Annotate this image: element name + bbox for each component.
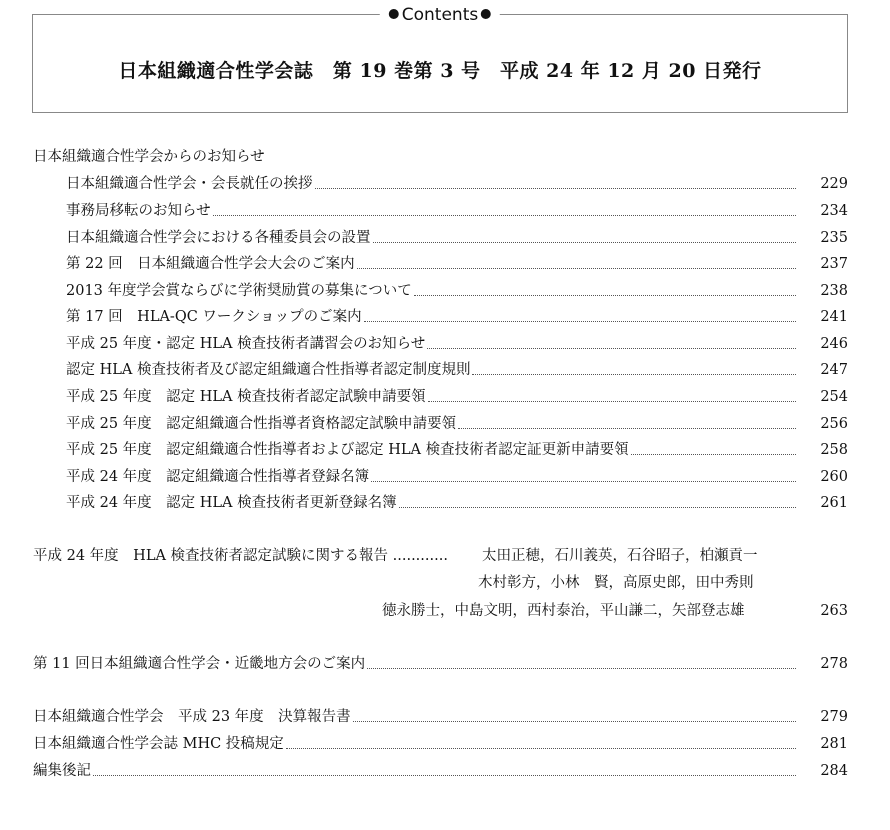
toc-entry-page: 258 xyxy=(820,442,848,458)
toc-entry-page: 247 xyxy=(820,362,848,378)
toc-entry-page: 279 xyxy=(820,709,848,725)
toc-leader xyxy=(353,721,796,722)
toc-entry-page: 241 xyxy=(820,309,848,325)
toc-entry[interactable] xyxy=(33,707,848,727)
bullet-icon xyxy=(389,9,399,19)
toc-leader xyxy=(315,188,797,189)
toc-leader xyxy=(631,454,796,455)
toc-leader xyxy=(373,242,797,243)
toc-entry[interactable] xyxy=(33,734,848,754)
toc-entry-page: 281 xyxy=(820,736,848,752)
toc-entry-title: 日本組織適合性学会における各種委員会の設置 xyxy=(66,230,371,246)
toc-entry-page: 254 xyxy=(820,389,848,405)
toc-leader xyxy=(286,748,796,749)
toc-leader xyxy=(213,215,796,216)
toc-entry-page: 238 xyxy=(820,283,848,299)
toc-entry[interactable] xyxy=(33,654,848,674)
toc-entry-title: 事務局移転のお知らせ xyxy=(66,203,211,219)
toc-leader xyxy=(367,668,796,669)
toc-leader xyxy=(357,268,796,269)
toc-entry-page: 246 xyxy=(820,336,848,352)
toc-entry-page: 234 xyxy=(820,203,848,219)
toc-leader xyxy=(364,321,796,322)
toc-entry[interactable] xyxy=(66,440,848,460)
toc-leader xyxy=(458,428,796,429)
toc-entry-title: 日本組織適合性学会・会長就任の挨拶 xyxy=(66,176,313,192)
report-authors-line3: 徳永勝士，中島文明，西村泰治，平山謙二，矢部登志雄 xyxy=(382,603,745,619)
toc-entry-title: 日本組織適合性学会誌 MHC 投稿規定 xyxy=(33,736,284,752)
header-box xyxy=(32,5,848,113)
report-authors-line2: 木村彰方，小林 賢，高原史郎，田中秀則 xyxy=(478,575,754,591)
toc-entry-title: 平成 24 年度 認定 HLA 検査技術者更新登録名簿 xyxy=(66,495,397,511)
toc-entry-title: 認定 HLA 検査技術者及び認定組織適合性指導者認定制度規則 xyxy=(66,362,471,378)
toc-entry-title: 平成 25 年度 認定組織適合性指導者資格認定試験申請要領 xyxy=(66,416,457,432)
toc-leader xyxy=(93,775,796,776)
toc-entry[interactable] xyxy=(66,201,848,221)
toc-entry[interactable] xyxy=(66,307,848,327)
toc-leader xyxy=(472,374,796,375)
toc-entry[interactable] xyxy=(66,281,848,301)
bullet-icon xyxy=(481,9,491,19)
toc-entry[interactable] xyxy=(66,467,848,487)
toc-entry[interactable] xyxy=(33,761,848,781)
contents-label xyxy=(380,5,500,25)
toc-leader xyxy=(371,481,796,482)
report-page: 263 xyxy=(820,603,848,619)
toc-entry-title: 編集後記 xyxy=(33,763,91,779)
toc-entry[interactable] xyxy=(66,174,848,194)
toc-leader xyxy=(399,507,796,508)
section-heading: 日本組織適合性学会からのお知らせ xyxy=(33,149,265,165)
toc-entry[interactable] xyxy=(66,254,848,274)
toc-entry-title: 平成 25 年度・認定 HLA 検査技術者講習会のお知らせ xyxy=(66,336,426,352)
journal-title: 日本組織適合性学会誌 第 19 巻第 3 号 平成 24 年 12 月 20 日発行 xyxy=(118,60,762,82)
toc-entry[interactable] xyxy=(66,493,848,513)
toc-entry-page: 260 xyxy=(820,469,848,485)
toc-entry-page: 278 xyxy=(820,656,848,672)
toc-leader xyxy=(427,348,796,349)
toc-entry-title: 日本組織適合性学会 平成 23 年度 決算報告書 xyxy=(33,709,351,725)
toc-entry-page: 235 xyxy=(820,230,848,246)
contents-label-text: Contents xyxy=(401,5,479,25)
toc-entry[interactable] xyxy=(66,334,848,354)
toc-entry-page: 237 xyxy=(820,256,848,272)
toc-leader xyxy=(428,401,796,402)
toc-entry-page: 256 xyxy=(820,416,848,432)
toc-entry[interactable] xyxy=(66,228,848,248)
toc-entry-title: 平成 24 年度 認定組織適合性指導者登録名簿 xyxy=(66,469,370,485)
toc-entry-page: 229 xyxy=(820,176,848,192)
toc-entry[interactable] xyxy=(66,387,848,407)
toc-entry-title: 第 22 回 日本組織適合性学会大会のご案内 xyxy=(66,256,355,272)
toc-entry-title: 平成 25 年度 認定組織適合性指導者および認定 HLA 検査技術者認定証更新申請要領 xyxy=(66,442,629,458)
toc-entry-title: 平成 25 年度 認定 HLA 検査技術者認定試験申請要領 xyxy=(66,389,426,405)
toc-entry[interactable] xyxy=(66,360,848,380)
toc-entry-title: 2013 年度学会賞ならびに学術奨励賞の募集について xyxy=(66,283,412,299)
toc-entry-title: 第 17 回 HLA-QC ワークショップのご案内 xyxy=(66,309,362,325)
toc-leader xyxy=(414,295,796,296)
report-authors-line1: 太田正穂，石川義英，石谷昭子，柏瀬貢一 xyxy=(482,548,758,564)
toc-entry-page: 284 xyxy=(820,763,848,779)
toc-entry[interactable] xyxy=(66,414,848,434)
report-title[interactable]: 平成 24 年度 HLA 検査技術者認定試験に関する報告 ............ xyxy=(33,548,448,564)
toc-entry-page: 261 xyxy=(820,495,848,511)
toc-entry-title: 第 11 回日本組織適合性学会・近畿地方会のご案内 xyxy=(33,656,366,672)
